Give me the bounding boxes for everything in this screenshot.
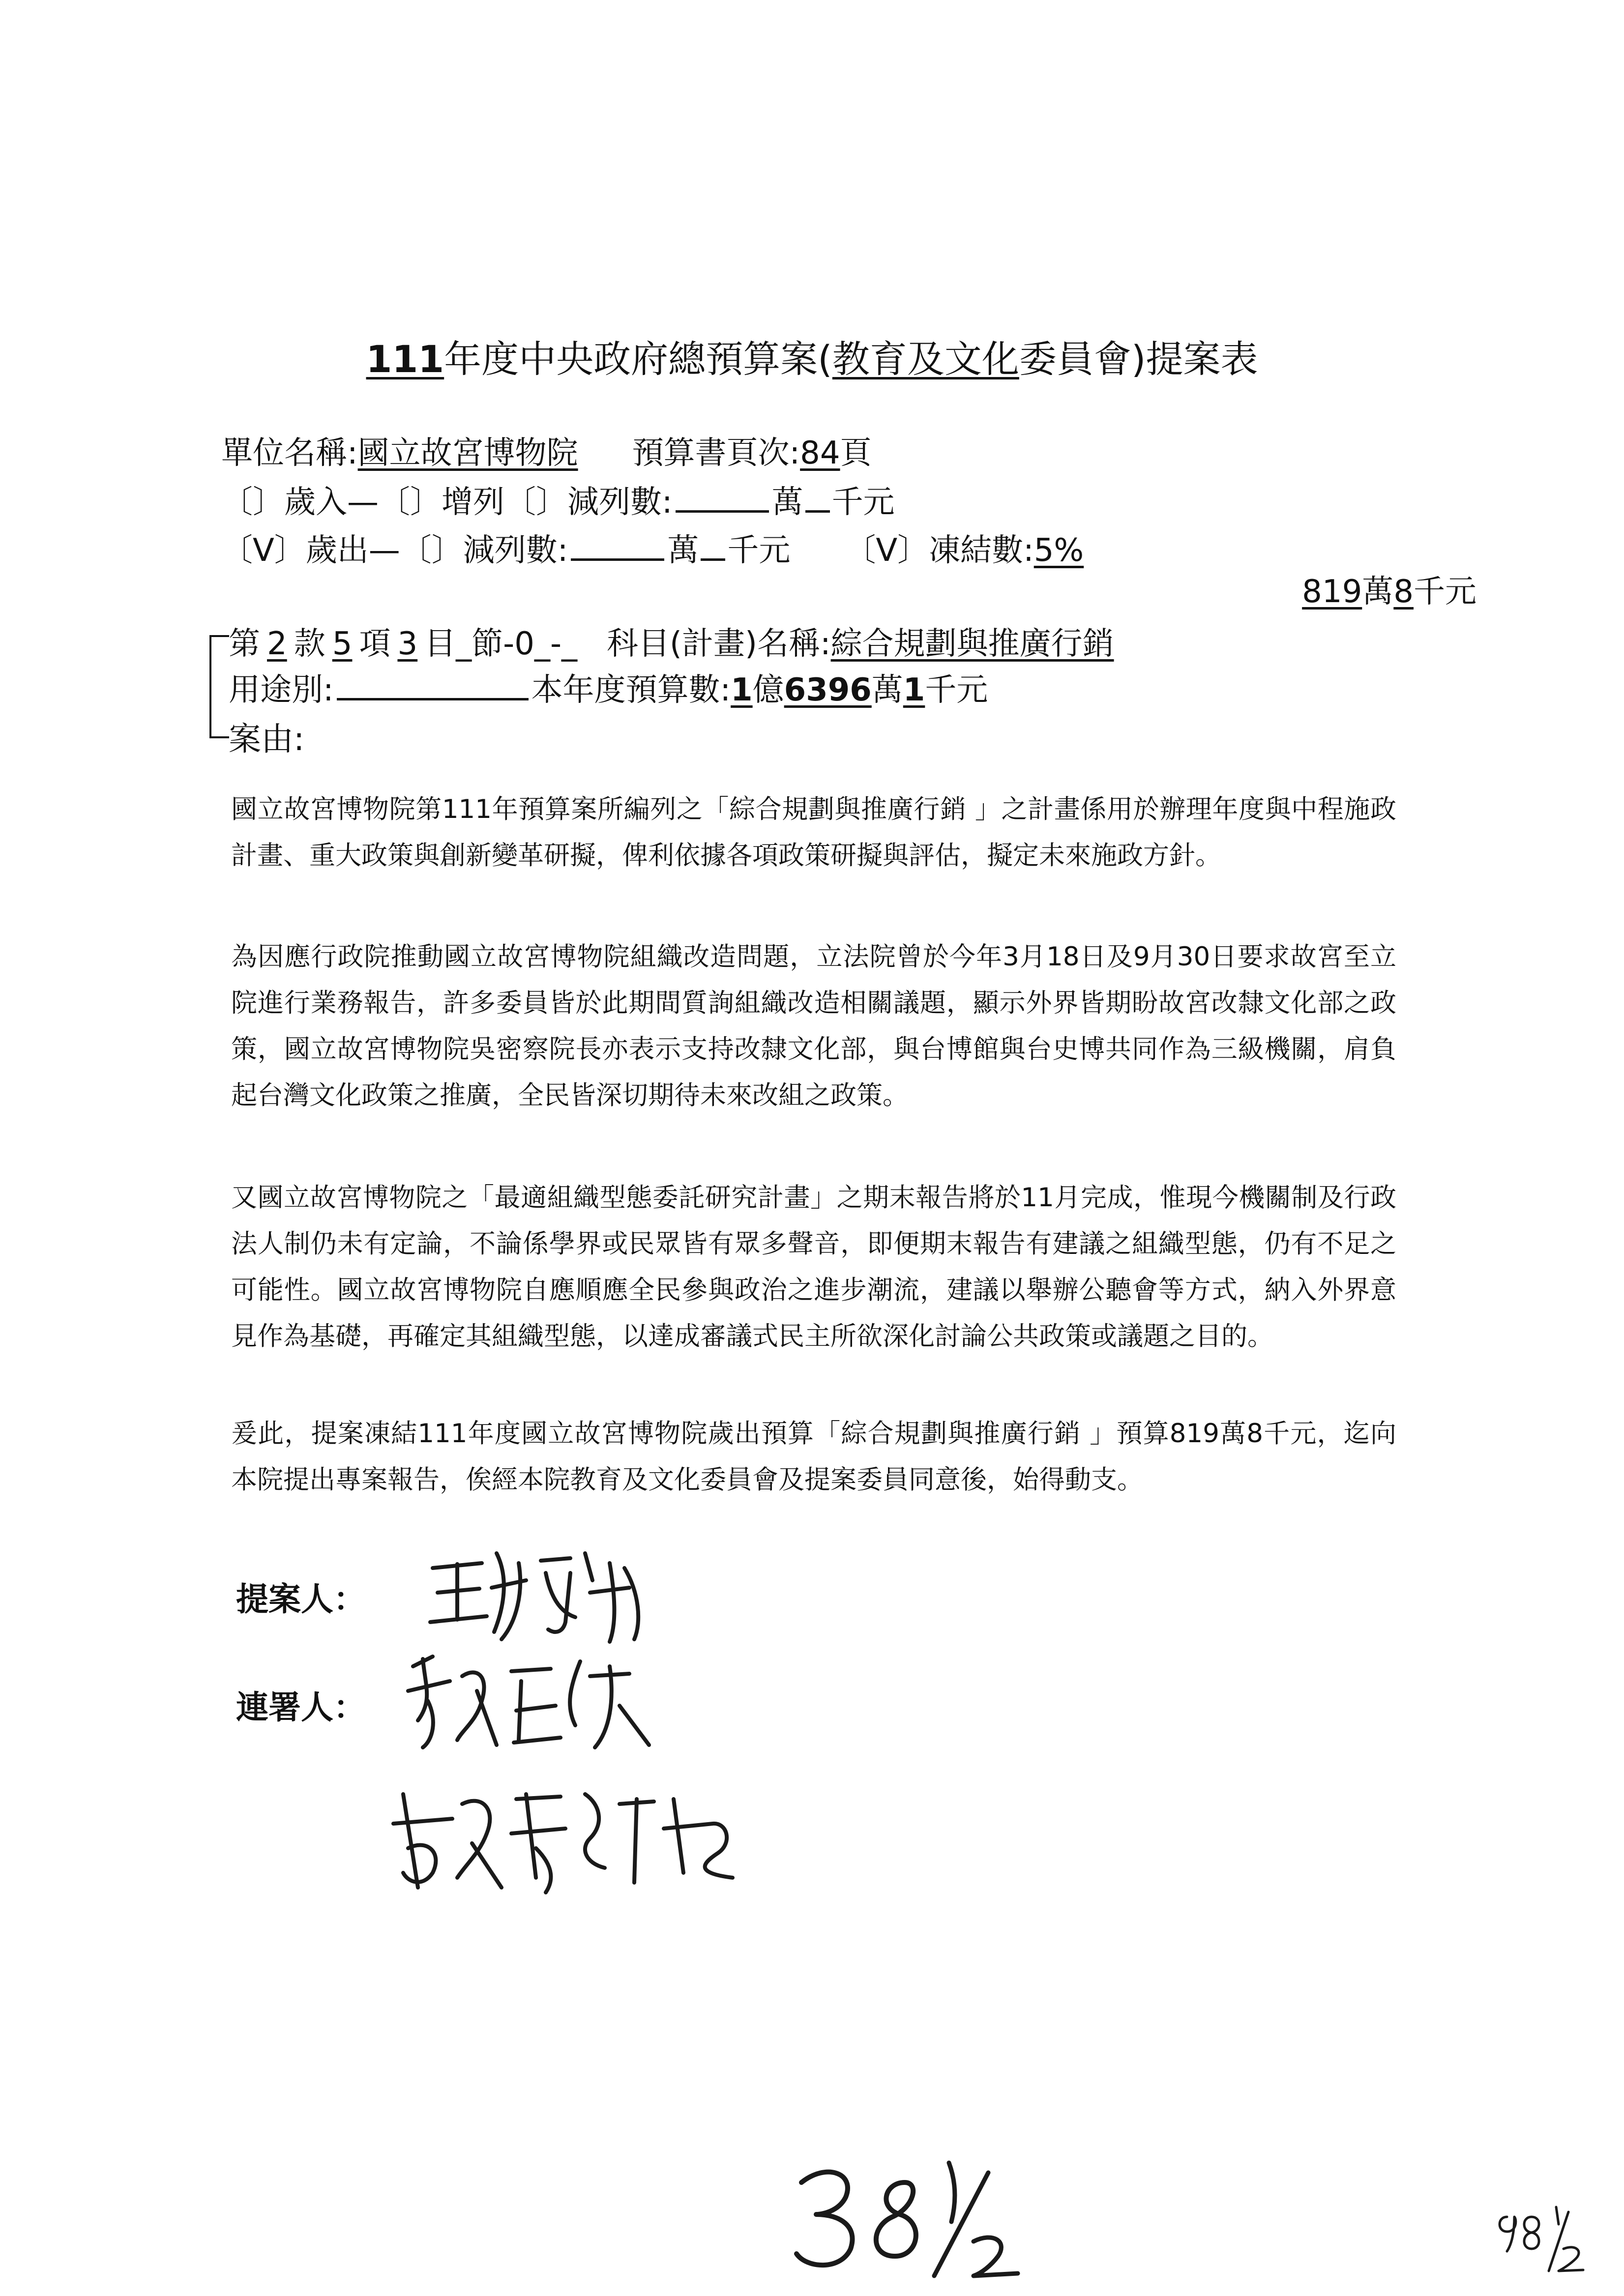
revenue-blank	[676, 486, 769, 513]
revenue-line: 〔〕歲入—〔〕增列〔〕減列數:	[221, 484, 673, 521]
xiang-label: 項	[359, 626, 391, 662]
use-blank	[337, 673, 529, 700]
subject-row	[229, 618, 1114, 664]
budget-label: 本年度預算數:	[531, 672, 731, 708]
freeze-qian: 千元	[1414, 574, 1476, 610]
bracket-vertical	[209, 635, 211, 738]
proposer-signature	[423, 1534, 649, 1652]
revenue-row	[221, 477, 895, 522]
paragraph-1: 國立故宮博物院第111年預算案所編列之「綜合規劃與推廣行銷 」之計畫係用於辦理年度與中程施政計畫、重大政策與創新變革研擬，俾利依據各項政策研擬與評估，擬定未來施政方針。	[231, 794, 1396, 871]
page-label: 預算書頁次:	[632, 435, 800, 471]
title-part2: 委員會)提案表	[1019, 337, 1258, 381]
page-suffix: 頁	[840, 435, 872, 471]
reason-label: 案由:	[229, 720, 305, 758]
title-year: 111	[366, 337, 444, 381]
jie-text: _節-0_-_	[456, 626, 578, 662]
expense-line: 〔V〕歲出—〔〕減列數:	[221, 532, 568, 569]
title-part1: 年度中央政府總預算案(	[444, 337, 832, 381]
mu-label: 目	[424, 626, 456, 662]
xiang-value: 5	[332, 626, 353, 662]
subject-name-value: 綜合規劃與推廣行銷	[830, 626, 1114, 662]
title-committee: 教育及文化	[832, 337, 1019, 381]
paragraph-2: 為因應行政院推動國立故宮博物院組織改造問題，立法院曾於今年3月18日及9月30日要求故宮至立院進行業務報告，許多委員皆於此期間質詢組織改造相關議題，顯示外界皆期盼故宮改隸文化部之政策，國立故宮博物院吳密察院長亦表示支持改隸文化部，與台博館與台史博共同作為三級機關，肩負起台灣文化政策之推廣，全民皆深切期待未來改組之政策。	[231, 942, 1396, 1110]
subject-name-label: 科目(計畫)名稱:	[607, 626, 831, 662]
freeze-value: 5%	[1033, 532, 1084, 569]
budget-row	[229, 665, 988, 710]
cosigner-signature-2	[388, 1774, 742, 1902]
freeze-wan-value: 819	[1302, 574, 1362, 610]
bracket-top	[209, 635, 229, 637]
budget-yi: 億	[752, 672, 784, 708]
budget-wan: 萬	[871, 672, 903, 708]
freeze-label: 〔V〕凍結數:	[844, 532, 1034, 569]
budget-qian-value: 1	[903, 672, 925, 708]
freeze-wan: 萬	[1362, 574, 1394, 610]
paragraph-3: 又國立故宮博物院之「最適組織型態委託研究計畫」之期末報告將於11月完成，惟現今機關制及行政法人制仍未有定論，不論係學界或民眾皆有眾多聲音，即便期末報告有建議之組織型態，仍有不足之可能性。國立故宮博物院自應順應全民參與政治之進步潮流，建議以舉辦公聽會等方式，納入外界意見作為基礎，再確定其組織型態，以達成審議式民主所欲深化討論公共政策或議題之目的。	[231, 1183, 1396, 1351]
kuan-value: 2	[267, 626, 287, 662]
unit-row	[221, 428, 872, 473]
revenue-wan: 萬	[771, 484, 803, 521]
use-label: 用途別:	[229, 672, 334, 708]
budget-qian: 千元	[925, 672, 988, 708]
proposer-label: 提案人：	[236, 1580, 366, 1618]
expense-qian: 千元	[727, 532, 791, 569]
freeze-amount	[1302, 566, 1476, 611]
cosigner-signature-1	[403, 1647, 659, 1755]
document-title	[0, 329, 1624, 383]
bracket-bottom	[209, 736, 229, 738]
paragraph-4: 爰此，提案凍結111年度國立故宮博物院歲出預算「綜合規劃與推廣行銷 」預算819萬8千元，迄向本院提出專案報告，俟經本院教育及文化委員會及提案委員同意後，始得動支。	[231, 1419, 1396, 1495]
cosigner-label: 連署人：	[236, 1688, 366, 1726]
unit-label: 單位名稱:	[221, 435, 358, 471]
unit-value: 國立故宮博物院	[357, 435, 578, 471]
kuan-label: 款	[294, 626, 325, 662]
subject-di: 第	[229, 626, 260, 662]
mu-value: 3	[397, 626, 418, 662]
freeze-qian-value: 8	[1393, 574, 1414, 610]
page-value: 84	[800, 435, 840, 471]
budget-wan-value: 6396	[784, 672, 872, 708]
revenue-qian: 千元	[831, 484, 895, 521]
revenue-qian-blank	[805, 486, 830, 513]
expense-wan: 萬	[667, 532, 699, 569]
budget-yi-value: 1	[731, 672, 753, 708]
expense-blank	[571, 534, 664, 561]
expense-qian-blank	[701, 534, 725, 561]
expense-row	[221, 525, 1084, 570]
